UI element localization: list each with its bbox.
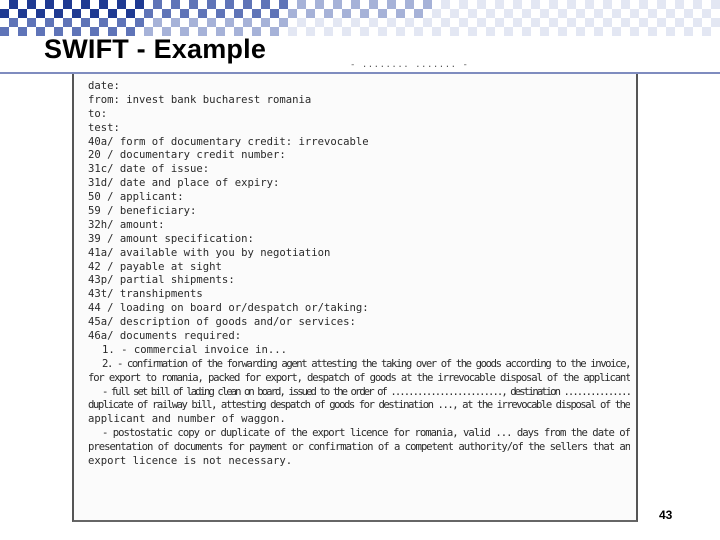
checker-cell (648, 27, 657, 36)
swift-line-date: date: (88, 80, 120, 92)
swift-line-from: from: invest bank bucharest romania (88, 93, 312, 106)
checker-cell (243, 18, 252, 27)
checker-cell (612, 27, 621, 36)
checker-cell (576, 27, 585, 36)
checker-cell (540, 27, 549, 36)
scanned-swift-message (72, 74, 638, 522)
checker-cell (675, 18, 684, 27)
checker-cell (144, 9, 153, 18)
checker-cell (45, 18, 54, 27)
checker-cell (333, 0, 342, 9)
checker-cell (594, 9, 603, 18)
checker-cell (171, 0, 180, 9)
checker-cell (459, 18, 468, 27)
checker-cell (450, 27, 459, 36)
checker-cell (252, 9, 261, 18)
checker-cell (207, 0, 216, 9)
checker-cell (531, 18, 540, 27)
swift-line-44: 44 / loading on board or/despatch or/taking: (88, 302, 369, 315)
checker-cell (342, 27, 351, 36)
checker-cell (666, 9, 675, 18)
checker-cell (414, 9, 423, 18)
swift-line-bill-of-lading: - full set bill of lading clean on board, issued to the order of ........................., destination ............... (102, 385, 630, 398)
checker-cell (279, 0, 288, 9)
checker-cell (468, 9, 477, 18)
checker-cell (234, 9, 243, 18)
checker-cell (486, 9, 495, 18)
swift-line-42: 42 / payable at sight (88, 260, 222, 273)
checker-cell (27, 0, 36, 9)
checker-cell (639, 0, 648, 9)
checker-cell (432, 9, 441, 18)
checker-cell (558, 9, 567, 18)
swift-line-40a: 40a/ form of documentary credit: irrevocable (88, 135, 369, 148)
checker-cell (423, 0, 432, 9)
checker-cell (297, 18, 306, 27)
checker-cell (603, 18, 612, 27)
checker-cell (162, 9, 171, 18)
checker-cell (603, 0, 612, 9)
checker-cell (504, 27, 513, 36)
checker-cell (378, 9, 387, 18)
checker-cell (549, 0, 558, 9)
checker-cell (621, 18, 630, 27)
checker-cell (504, 9, 513, 18)
checker-cell (702, 27, 711, 36)
checker-cell (405, 18, 414, 27)
checker-cell (567, 18, 576, 27)
swift-line-46a: 46a/ documents required: (88, 330, 242, 343)
checker-cell (288, 27, 297, 36)
checker-cell (198, 9, 207, 18)
checker-cell (99, 0, 108, 9)
checker-cell (90, 9, 99, 18)
checker-cell (396, 27, 405, 36)
swift-line-50: 50 / applicant: (88, 191, 184, 204)
checker-cell (216, 9, 225, 18)
checker-cell (414, 27, 423, 36)
checker-cell (405, 0, 414, 9)
swift-line-licence-not-necessary: export licence is not necessary. (88, 455, 293, 468)
checker-cell (270, 27, 279, 36)
checker-cell (0, 9, 9, 18)
swift-line-doc-1: 1. - commercial invoice in... (102, 343, 287, 356)
checker-cell (585, 0, 594, 9)
checker-cell (117, 18, 126, 27)
checker-cell (81, 18, 90, 27)
checker-cell (315, 18, 324, 27)
checker-cell (72, 9, 81, 18)
checker-cell (495, 18, 504, 27)
checker-cell (630, 9, 639, 18)
swift-line-20: 20 / documentary credit number: (88, 149, 286, 162)
page-number: 43 (659, 508, 673, 522)
checker-cell (63, 0, 72, 9)
swift-line-39: 39 / amount specification: (88, 232, 254, 245)
checker-cell (621, 0, 630, 9)
checker-cell (306, 9, 315, 18)
checker-cell (45, 0, 54, 9)
checker-cell (630, 27, 639, 36)
checker-cell (567, 0, 576, 9)
checker-cell (18, 9, 27, 18)
swift-line-to: to: (88, 107, 108, 120)
checker-cell (324, 9, 333, 18)
swift-line-32h: 32h/ amount: (88, 218, 165, 231)
checker-cell (360, 9, 369, 18)
checker-cell (306, 27, 315, 36)
checker-cell (360, 27, 369, 36)
checker-cell (315, 0, 324, 9)
checker-cell (558, 27, 567, 36)
checker-cell (153, 18, 162, 27)
checker-cell (522, 27, 531, 36)
checker-cell (441, 0, 450, 9)
checker-cell (693, 0, 702, 9)
checker-cell (225, 18, 234, 27)
checker-cell (513, 18, 522, 27)
checker-cell (54, 9, 63, 18)
checker-cell (369, 18, 378, 27)
checker-cell (531, 0, 540, 9)
checker-cell (666, 27, 675, 36)
checker-cell (486, 27, 495, 36)
checker-cell (432, 27, 441, 36)
checker-cell (99, 18, 108, 27)
checker-cell (189, 18, 198, 27)
checker-cell (63, 18, 72, 27)
checker-cell (396, 9, 405, 18)
checker-cell (288, 9, 297, 18)
checker-cell (711, 0, 720, 9)
checker-cell (153, 0, 162, 9)
checker-cell (279, 18, 288, 27)
checker-cell (468, 27, 477, 36)
swift-message-lines (88, 80, 630, 469)
checker-cell (324, 27, 333, 36)
checker-cell (648, 9, 657, 18)
swift-line-31d: 31d/ date and place of expiry: (88, 177, 280, 190)
checker-cell (0, 27, 9, 36)
checker-cell (108, 9, 117, 18)
checker-cell (36, 9, 45, 18)
checker-cell (441, 18, 450, 27)
checker-cell (9, 0, 18, 9)
checker-cell (243, 0, 252, 9)
checker-cell (540, 9, 549, 18)
swift-line-waggon: applicant and number of waggon. (88, 413, 286, 426)
checker-cell (423, 18, 432, 27)
checker-cell (261, 0, 270, 9)
checker-cell (369, 0, 378, 9)
checker-cell (135, 0, 144, 9)
checker-cell (675, 0, 684, 9)
swift-line-doc-2-cont: for export to romania, packed for export, despatch of goods at the irrevocable disposal of the applicant (88, 371, 630, 384)
checker-cell (639, 18, 648, 27)
checker-cell (342, 9, 351, 18)
checker-cell (711, 18, 720, 27)
checker-cell (126, 9, 135, 18)
checker-cell (180, 9, 189, 18)
scan-header-fragment: - ........ ....... - (350, 60, 469, 70)
swift-line-43p: 43p/ partial shipments: (88, 274, 235, 287)
checker-cell (477, 0, 486, 9)
checker-cell (594, 27, 603, 36)
checker-cell (477, 18, 486, 27)
swift-line-41a: 41a/ available with you by negotiation (88, 246, 331, 259)
checker-cell (18, 27, 27, 36)
checker-cell (585, 18, 594, 27)
decorative-checker-strip (0, 0, 720, 36)
checker-cell (171, 18, 180, 27)
checker-cell (684, 9, 693, 18)
checker-cell (207, 18, 216, 27)
checker-cell (27, 18, 36, 27)
checker-cell (81, 0, 90, 9)
checker-cell (702, 9, 711, 18)
checker-cell (270, 9, 279, 18)
checker-cell (189, 0, 198, 9)
checker-cell (576, 9, 585, 18)
checker-cell (378, 27, 387, 36)
swift-line-45a: 45a/ description of goods and/or services: (88, 316, 356, 329)
checker-cell (684, 27, 693, 36)
swift-line-export-licence: - postostatic copy or duplicate of the export licence for romania, valid ... days from the date of (102, 427, 630, 440)
checker-cell (612, 9, 621, 18)
checker-cell (9, 18, 18, 27)
checker-cell (459, 0, 468, 9)
checker-cell (387, 18, 396, 27)
checker-cell (261, 18, 270, 27)
checker-cell (225, 0, 234, 9)
checker-cell (657, 0, 666, 9)
swift-line-43t: 43t/ transhipments (88, 288, 203, 301)
checker-cell (657, 18, 666, 27)
checker-cell (117, 0, 126, 9)
checker-cell (549, 18, 558, 27)
checker-cell (693, 18, 702, 27)
checker-cell (297, 0, 306, 9)
checker-cell (495, 0, 504, 9)
checker-cell (351, 0, 360, 9)
checker-cell (135, 18, 144, 27)
checker-cell (333, 18, 342, 27)
swift-line-presentation: presentation of documents for payment or confirmation of a competent authority/of the sellers that an (88, 441, 630, 454)
swift-line-test: test: (88, 121, 120, 134)
swift-line-doc-2: 2. - confirmation of the forwarding agent attesting the taking over of the goods according to the invoice, (102, 357, 630, 370)
swift-line-59: 59 / beneficiary: (88, 205, 197, 218)
checker-cell (387, 0, 396, 9)
swift-line-railway-bill: duplicate of railway bill, attesting despatch of goods for destination ..., at the irrevocable disposal of the (88, 399, 630, 412)
slide-title: SWIFT - Example (44, 34, 267, 64)
checker-cell (522, 9, 531, 18)
checker-cell (351, 18, 360, 27)
checker-cell (513, 0, 522, 9)
swift-line-31c: 31c/ date of issue: (88, 163, 210, 176)
checker-cell (450, 9, 459, 18)
